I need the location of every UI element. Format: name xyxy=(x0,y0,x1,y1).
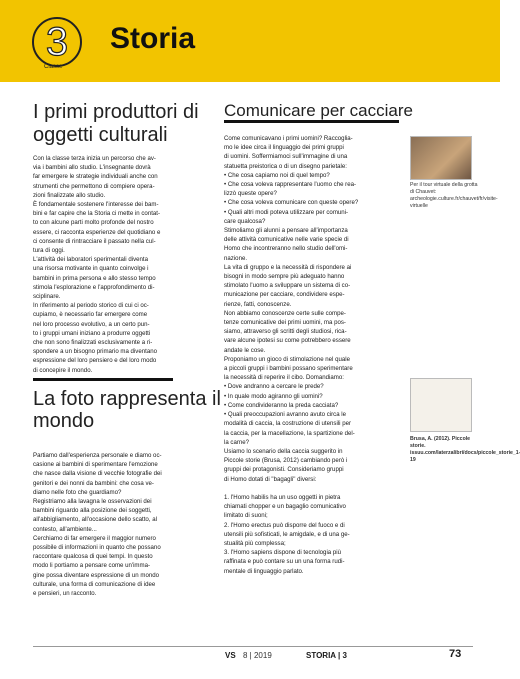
article-title: La foto rappresenta il mondo xyxy=(33,388,221,432)
class-label: Classe xyxy=(44,64,63,70)
issue-number: 8 | 2019 xyxy=(243,651,272,660)
section-title: Storia xyxy=(110,22,196,55)
footer-subject: STORIA | 3 xyxy=(306,651,347,660)
magazine-logo: VS xyxy=(225,651,236,660)
image-caption: Per il tour virtuale della grotta di Chauvet: archeologie.culture.fr/chauvet/fr/visite-virtuelle xyxy=(410,182,498,209)
page-number: 73 xyxy=(449,648,462,660)
footer-divider xyxy=(33,646,473,647)
accent-bar xyxy=(33,378,173,381)
article-title: I primi produttori di oggetti culturali xyxy=(33,101,199,146)
book-cover-thumbnail xyxy=(410,378,472,432)
article-body: Con la classe terza inizia un percorso che av- via i bambini allo studio. L'insegnante dovrà far emergere le strategie individuali anche con strumenti che permettono di compiere opera- zioni finalizzate allo studio. È fondamentale sostenere l'interesse dei bam- bini e far capire che la Storia ci mette in contat- to con alcune parti molto profonde del nostro essere, ci racconta esperienze del quotidiano e ci consente di rintracciare il passato nella cul- tura di oggi. L'attività dei laboratori sperimentali diventa una risorsa motivante in quanto coinvolge i bambini in prima persona e allo stesso tempo stimola l'esplorazione e l'approfondimento di- sciplinare. In riferimento al periodo storico di cui ci oc- cupiamo, è necessario far emergere come nel loro processo evolutivo, a un certo pun- to i gruppi umani iniziano a produrre oggetti che non sono finalizzati esclusivamente a ri- spondere a un bisogno primario ma diventano espressione del loro pensiero e del loro modo di concepire il mondo. xyxy=(33,155,161,374)
article-body: Come comunicavano i primi uomini? Raccoglia- mo le idee circa il linguaggio dei primi gruppi di uomini. Soffermiamoci sull'immagine di una statuetta preistorica o di un disegno parietale: • Che cosa capiamo noi di quel tempo? • Che cosa voleva rappresentare l'uomo che rea- lizzò queste opere? • Che cosa voleva comunicare con queste opere? • Quali altri modi poteva utilizzare per comuni- care qualcosa? Stimoliamo gli alunni a pensare all'importanza delle attività comunicative nelle varie specie di Homo che incontreranno nello studio dell'omi- nazione. La vita di gruppo e la necessità di rispondere ai bisogni in modo sempre più adeguato hanno stimolato l'uomo a sviluppare un sistema di co- municazione per cacciare, condividere espe- rienze, fatti, conoscenze. Non abbiamo conoscenze certe sulle compe- tenze comunicative dei primi uomini, ma pos- siamo, attraverso gli scritti degli studiosi, rica- vare alcune ipotesi su come potrebbero essere andate le cose. Proponiamo un gioco di stimolazione nel quale a piccoli gruppi i bambini possano sperimentare la necessità di reperire il cibo. Domandiamo: • Dove andranno a cercare le prede? • In quale modo agiranno gli uomini? • Come condivideranno la preda cacciata? • Quali preoccupazioni avranno avuto circa le modalità di caccia, la costruzione di utensili per la caccia, per la macellazione, la spartizione del- la carne? Usiamo lo scenario della caccia suggerito in Piccole storie (Brusa, 2012) cambiando però i gruppi dei protagonisti. Consideriamo gruppi di Homo dotati di "bagagli" diversi: 1. l'Homo habilis ha un uso oggetti in pietra chiamati chopper e un bagaglio comunicativo limitato di suoni; 2. l'Homo erectus può disporre del fuoco e di utensili più sofisticati, le amigdale, e di una ge- stualità più complessa; 3. l'Homo sapiens dispone di tecnologia più raffinata e può contare su un una forma rudi- mentale di linguaggio parlato. xyxy=(224,135,359,575)
class-number-badge: 3 xyxy=(32,17,82,67)
article-body: Partiamo dall'esperienza personale e diamo oc- casione ai bambini di sperimentare l'emozione che nasce dalla visione di vecchie fotografie dei genitori e dei nonni da bambini: che cosa ve- diamo nelle foto che guardiamo? Registriamo alla lavagna le osservazioni dei bambini riguardo alla posizione dei soggetti, all'abbigliamento, all'occasione dello scatto, al contesto, all'ambiente... Cerchiamo di far emergere il maggior numero possibile di informazioni in quanto che possano raccontare qualcosa di quei tempi. In questo modo li portiamo a pensare come un'imma- gine possa diventare espressione di un mondo culturale, una forma di comunicazione di idee e pensieri, un racconto. xyxy=(33,452,162,598)
image-caption: Brusa, A. (2012). Piccole storie. issuu.com/laterzalibri/docs/piccole_storie_1-19 xyxy=(410,436,520,463)
cave-photo-thumbnail xyxy=(410,136,472,180)
article-title: Comunicare per cacciare xyxy=(224,101,413,120)
